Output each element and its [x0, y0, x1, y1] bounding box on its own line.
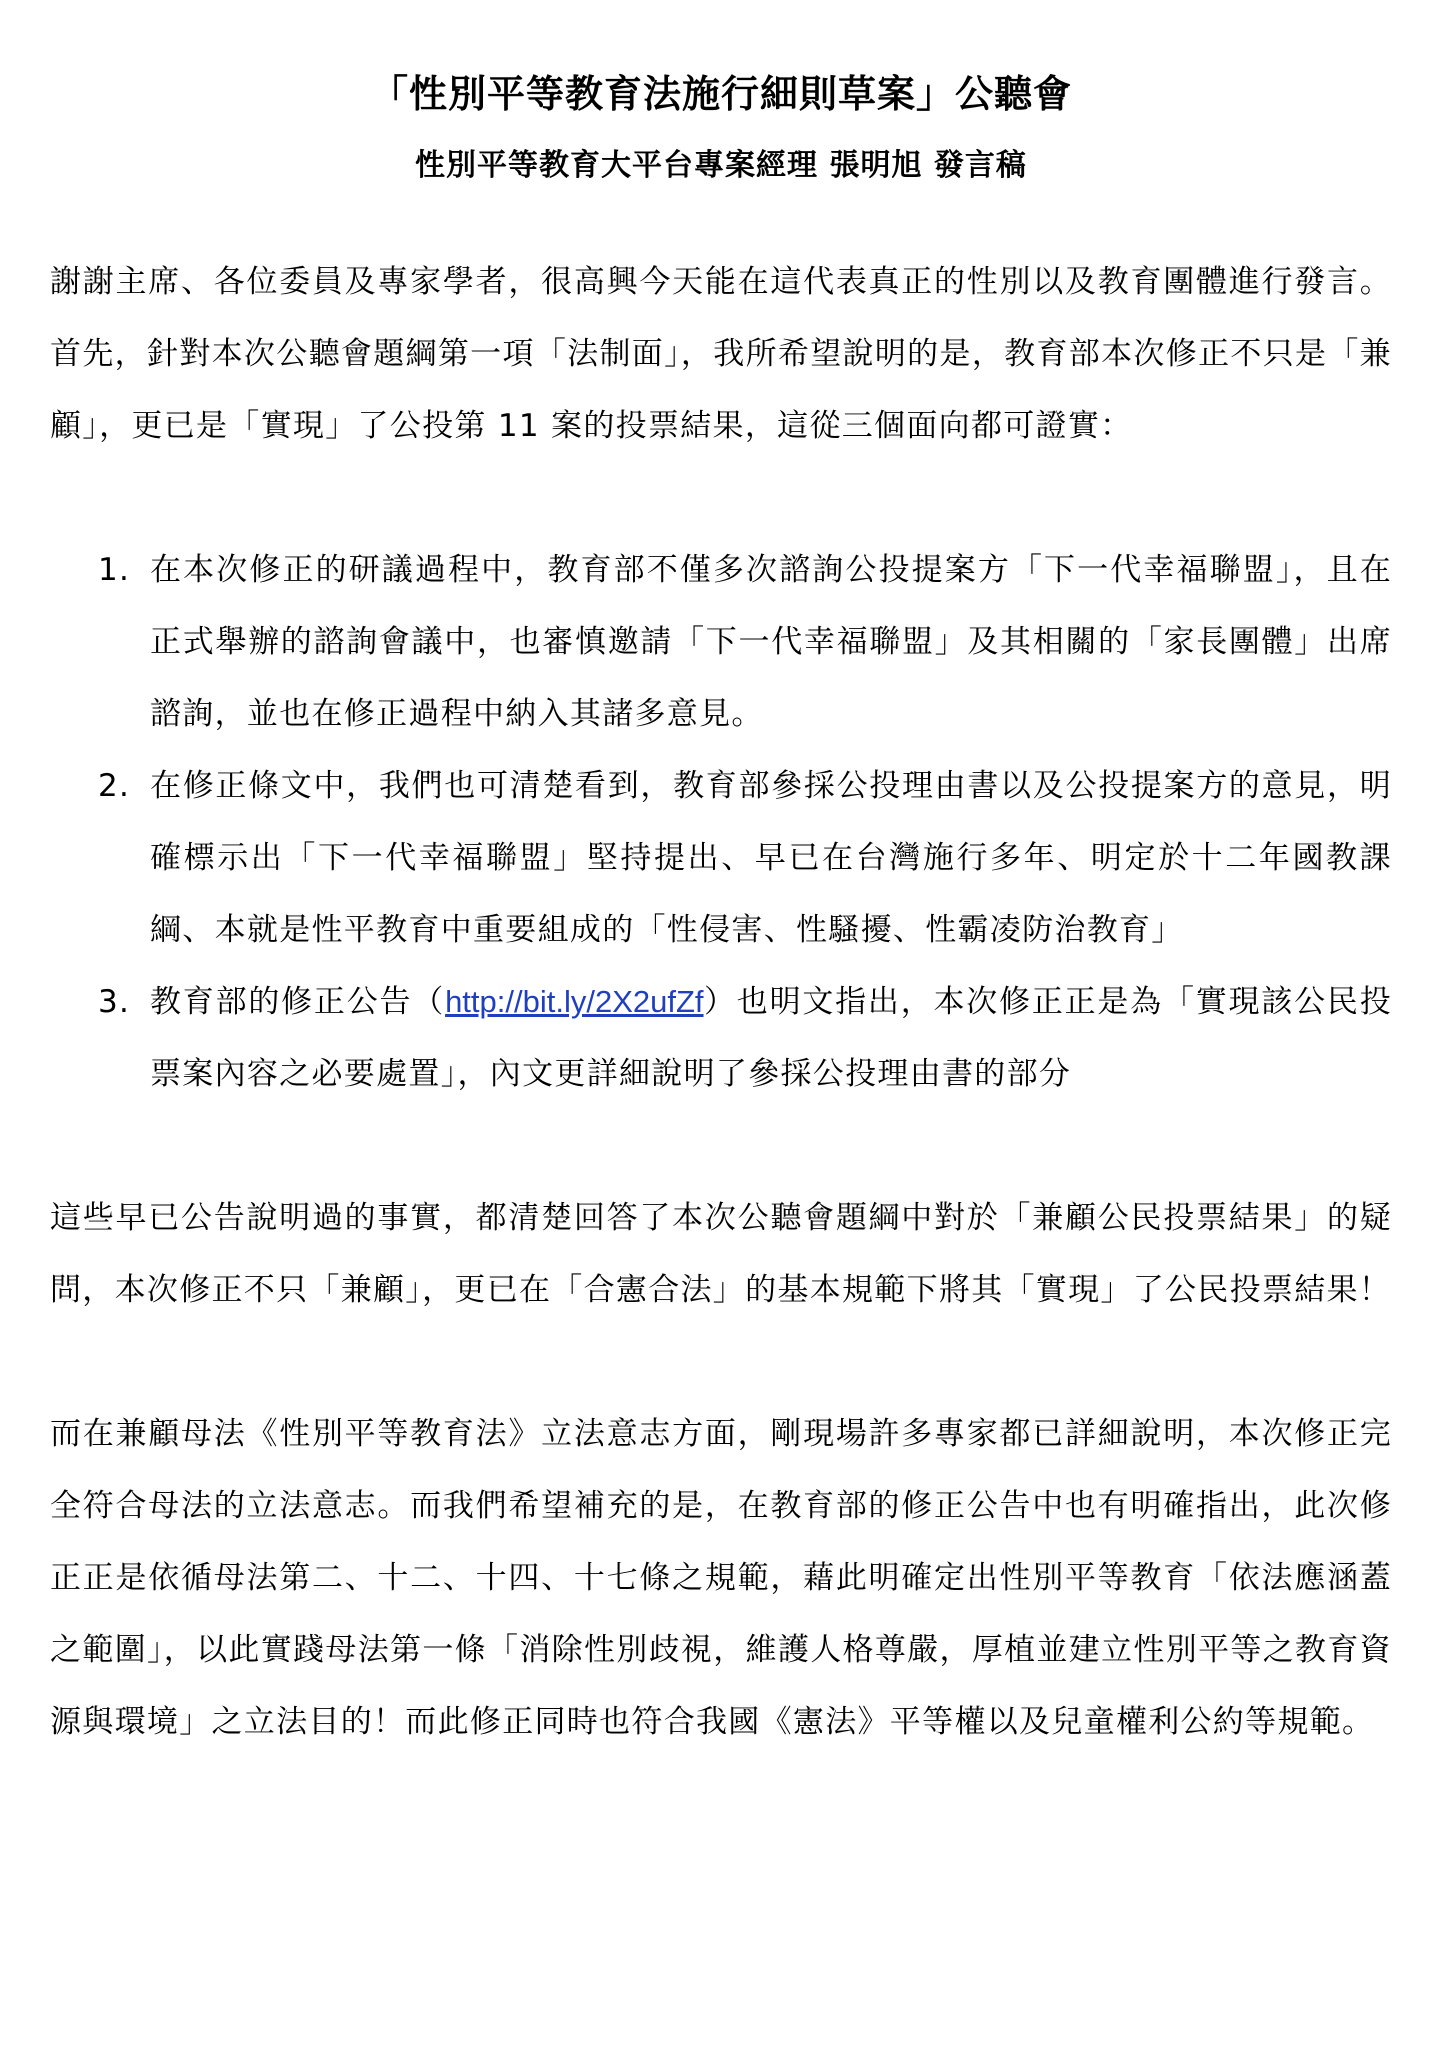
- list-item-text-before-link: 教育部的修正公告（: [150, 984, 446, 1020]
- list-item-number: 1.: [98, 552, 131, 588]
- document-subtitle: 性別平等教育大平台專案經理 張明旭 發言稿: [415, 148, 1027, 183]
- list-item: [50, 966, 1392, 1110]
- list-item-text-after-link: ）也明文指出，本次修正正是為「實現該公民投票案內容之必要處置」，內文更詳細說明了參採公投理由書的部分: [150, 984, 1392, 1092]
- document-title: 「性別平等教育法施行細則草案」公聽會: [369, 72, 1072, 116]
- announcement-link[interactable]: http://bit.ly/2X2ufZf: [445, 984, 704, 1019]
- intro-paragraph: 謝謝主席、各位委員及專家學者，很高興今天能在這代表真正的性別以及教育團體進行發言。首先，針對本次公聽會題綱第一項「法制面」，我所希望說明的是，教育部本次修正不只是「兼顧」，更已是「實現」了公投第 11 案的投票結果，這從三個面向都可證實：: [50, 264, 1392, 444]
- conclusion-paragraph: 這些早已公告說明過的事實，都清楚回答了本次公聽會題綱中對於「兼顧公民投票結果」的疑問，本次修正不只「兼顧」，更已在「合憲合法」的基本規範下將其「實現」了公民投票結果！: [50, 1200, 1392, 1308]
- evidence-list: [50, 534, 1392, 1110]
- list-item-text: 在本次修正的研議過程中，教育部不僅多次諮詢公投提案方「下一代幸福聯盟」，且在正式舉辦的諮詢會議中，也審慎邀請「下一代幸福聯盟」及其相關的「家長團體」出席諮詢，並也在修正過程中納入其諸多意見。: [150, 552, 1392, 732]
- list-item-number: 2.: [98, 768, 131, 804]
- list-item: [50, 750, 1392, 966]
- list-item-text: 在修正條文中，我們也可清楚看到，教育部參採公投理由書以及公投提案方的意見，明確標示出「下一代幸福聯盟」堅持提出、早已在台灣施行多年、明定於十二年國教課綱、本就是性平教育中重要組成的「性侵害、性騷擾、性霸凌防治教育」: [150, 768, 1392, 948]
- legislative-intent-paragraph: 而在兼顧母法《性別平等教育法》立法意志方面，剛現場許多專家都已詳細說明，本次修正完全符合母法的立法意志。而我們希望補充的是，在教育部的修正公告中也有明確指出，此次修正正是依循母法第二、十二、十四、十七條之規範，藉此明確定出性別平等教育「依法應涵蓋之範圍」，以此實踐母法第一條「消除性別歧視，維護人格尊嚴，厚植並建立性別平等之教育資源與環境」之立法目的！而此修正同時也符合我國《憲法》平等權以及兒童權利公約等規範。: [50, 1416, 1392, 1740]
- list-item: [50, 534, 1392, 750]
- list-item-number: 3.: [98, 984, 131, 1020]
